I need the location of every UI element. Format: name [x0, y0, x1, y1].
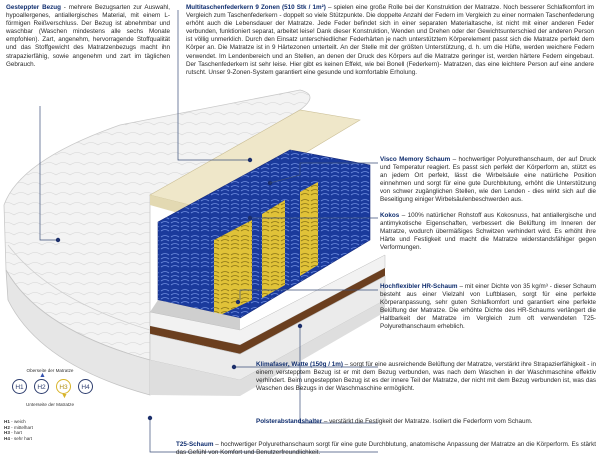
legend-label: - hart [9, 430, 22, 435]
arrow-down-icon: ▼ [61, 392, 68, 400]
coconut-title: Kokos [380, 212, 400, 219]
hr-foam-title: Hochflexibler HR-Schaum [380, 283, 458, 290]
legend-label: - weich [9, 419, 26, 424]
h4-circle: H4 [78, 379, 93, 394]
spacer-text: – verstärkt die Festigkeit der Matratze. Isoliert die Federform vom Schaum. [322, 418, 533, 425]
coconut-text: – 100% natürlicher Rohstoff aus Kokosnuss, hat antiallergische und antimykotische Eigenschaften, verbessert die Belüftung im Inneren der Matratze, wodurch übermäßiges Schwitzen verhindert wird. Es erhöht ihre Härte und Festigkeit und macht die Matratze widerstandsfähiger gegen Verformungen. [380, 212, 596, 252]
visco-title: Visco Memory Schaum [380, 156, 451, 163]
visco-text: – hochwertiger Polyurethanschaum, der auf Druck und Temperatur reagiert. Es passt sich perfekt der Körperform an, stützt es an jedem Ort perfekt, lässt die Wirbelsäule eine natürliche Position einnehmen und sorgt für eine gute Durchblutung, erhöht die Unterstützung von schwer zugänglichen Stellen, wie den Lenden - dies wirkt sich auf die Beseitigung einiger Wirbelsäulenbeschwerden aus. [380, 156, 596, 204]
legend-label: - mittelhart [9, 424, 33, 430]
legend-circles [4, 371, 96, 400]
legend-code: H4 [4, 435, 10, 441]
cover-title: Gesteppter Bezug [6, 4, 61, 11]
legend-item [4, 436, 96, 442]
cover-text: - mehrere Bezugsarten zur Auswahl, hypoallergenes, antiallergisches Material, mit einem L-förmigen Reißverschluss. Der Bezug ist abnehmbar und waschbar (Waschen mindestens alle sechs Monate empfohlen). Zart, angenehm, hervorragende Stoffqualität und das Stoffgewicht des Matratzenbezugs macht ihn strapazierfähig, sowie angenehm und zart im täglichen Gebrauch. [6, 4, 170, 68]
fiber-text: – sorgt für eine ausreichende Belüftung der Matratze, verstärkt ihre Strapazierfähigkeit - in einem verstepptem Bezug ist er mit dem Bezug verbunden, was nach dem Waschen in der Waschmaschine effektiv verhindert. Beim ungesteppten Bezug ist es der innere Teil der Matratze, der nicht mit dem Bezug verbunden ist, was das Waschen des Bezugs in der Waschmaschine ermöglicht. [256, 361, 596, 393]
hr-foam-text: – mit einer Dichte von 35 kg/m³ - dieser Schaum besteht aus einer Vielzahl von Luftblasen, sorgt für eine perfekte Körperanpassung, sehr guten Schlafkomfort und garantiert eine perfekte Belüftung der Matratze. Die erhöhte Dichte des HR-Schaums verlängert die Haltbarkeit der Matratze im Vergleich zum oft verwendeten T25-Polyurethanschaum erheblich. [380, 283, 596, 331]
coconut-description [380, 212, 596, 252]
legend-code: H3 [4, 430, 10, 435]
spring-core-title: Multitaschenfederkern 9 Zonen (510 Stk / 1m²) [186, 4, 326, 11]
legend-top-label: Oberseite der Matratze [26, 368, 74, 373]
t25-title: T25-Schaum [176, 441, 214, 448]
arrow-up-icon: ▲ [39, 371, 46, 379]
h3-circle: H3 [56, 379, 71, 394]
hr-foam-description [380, 283, 596, 332]
legend-label: - sehr hart [9, 435, 33, 441]
legend-code: H2 [4, 424, 10, 430]
legend-items [4, 419, 96, 441]
h2-circle: H2 [34, 379, 49, 394]
spacer-description [256, 418, 596, 426]
t25-description [176, 441, 596, 457]
fiber-title: Klimafaser, Watte (150g / 1m) [256, 361, 343, 368]
hardness-legend [4, 368, 96, 441]
h1-circle: H1 [12, 379, 27, 394]
visco-description [380, 156, 596, 205]
fiber-description [256, 361, 596, 393]
spacer-title: Polsterabstandshalter [256, 418, 323, 425]
legend-code: H1 [4, 419, 10, 424]
cover-description [6, 4, 170, 69]
t25-text: – hochwertiger Polyurethanschaum sorgt für eine gute Durchblutung, anatomische Anpassung der Matratze an die Körperform. Es stärkt das Gefühl von Komfort und Benutzerfreundlichkeit. [176, 441, 596, 457]
spring-core-text: – spielen eine große Rolle bei der Konstruktion der Matratze. Noch besserer Schlafkomfort im Vergleich zum Taschenfederkern - doppelt so viele Stützpunkte. Die doppelte Anzahl der Federn im Vergleich zu einer normalen Taschenfederung erhöht auch die Lebensdauer der Matratze. Jede Feder befindet sich in einer separaten Materialtasche, ist nicht mit einer anderen Feder verbunden, funktioniert separat, arbeitet leise! Dank dieser Konstruktion, Wenden und Drehen oder der Gewichtsunterschied der anderen Person ist völlig unmerklich. Durch den Einsatz unterschiedlicher Federhärten je nach unterstütztem Körperelement passt sich die Matratze perfekt dem Körper an. Die Matratze ist in 9 Härtezonen unterteilt. An der Stelle mit der größten Unterstützung, d. h. um die Hüfte, werden weichere Federn verwendet. Im Lendenbereich und an Stellen, an denen der Druck des Körpers auf die Matratze geringer ist, werden härtere Federn eingebaut. Der Taschenfederkern ist sehr leise. Hier gibt es keinen Effekt, wie bei Bonell (Federkern)- Matratzen, das eine leichtere Person auf eine andere rutscht. Unser 9-Zonen-System garantiert eine gesunde und komfortable Erholung. [186, 4, 594, 76]
legend-bottom-label: Unterseite der Matratze [26, 401, 74, 407]
spring-core-description [186, 4, 594, 77]
